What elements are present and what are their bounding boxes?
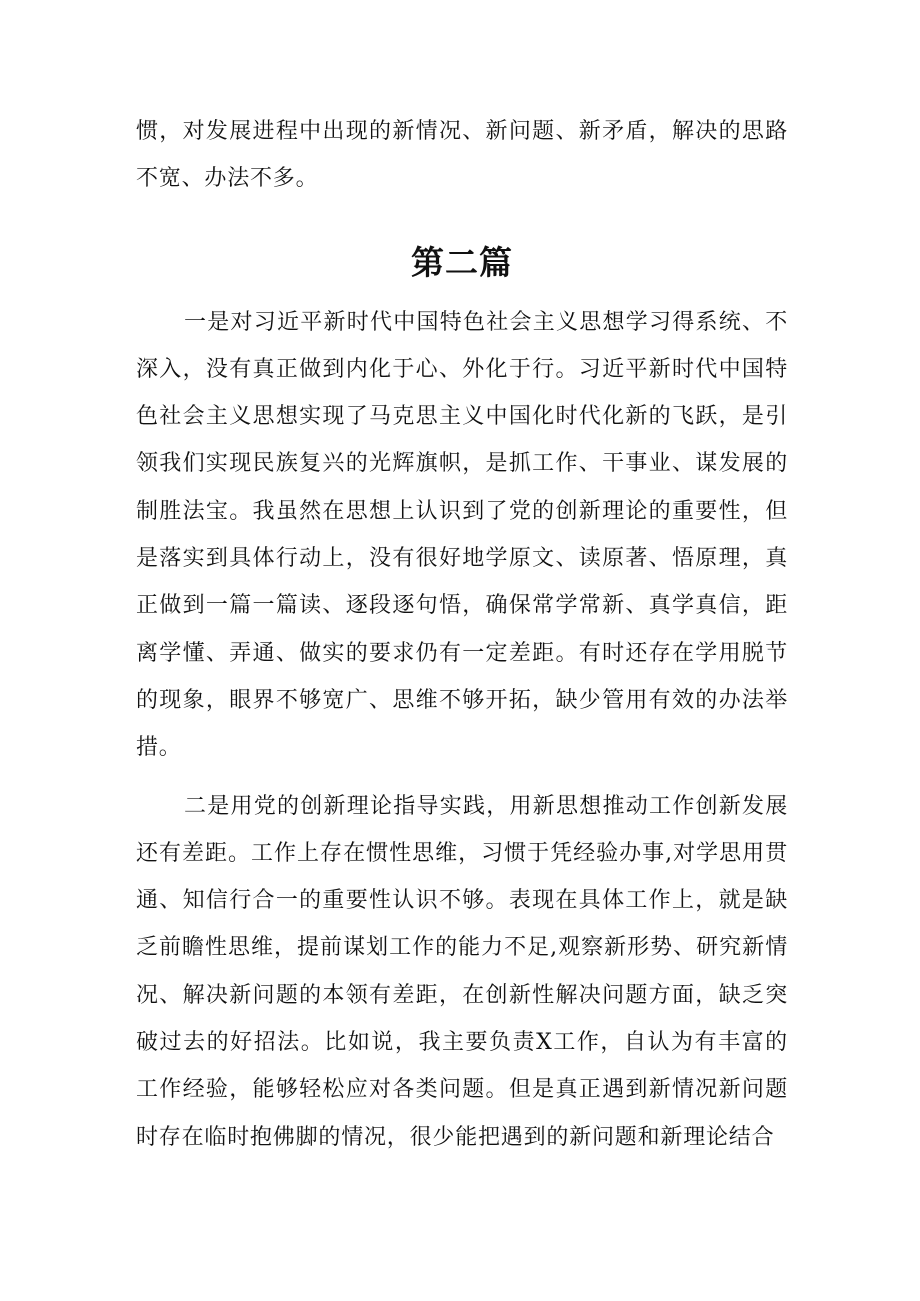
paragraph-2: 二是用党的创新理论指导实践，用新思想推动工作创新发展还有差距。工作上存在惯性思维，习惯于凭经验办事,对学思用贯通、知信行合一的重要性认识不够。表现在具体工作上，就是缺乏前瞻性思维，提前谋划工作的能力不足,观察新形势、研究新情况、解决新问题的本领有差距，在创新性解决问题方面，缺乏突破过去的好招法。比如说，我主要负责X工作，自认为有丰富的工作经验，能够轻松应对各类问题。但是真正遇到新情况新问题时存在临时抱佛脚的情况，很少能把遇到的新问题和新理论结合	[136, 793, 788, 1150]
document-page	[136, 108, 788, 1161]
section-title: 第二篇	[411, 242, 513, 282]
paragraph-1: 一是对习近平新时代中国特色社会主义思想学习得系统、不深入，没有真正做到内化于心、外化于行。习近平新时代中国特色社会主义思想实现了马克思主义中国化时代化新的飞跃，是引领我们实现民族复兴的光辉旗帜，是抓工作、干事业、谋发展的制胜法宝。我虽然在思想上认识到了党的创新理论的重要性，但是落实到具体行动上，没有很好地学原文、读原著、悟原理，真正做到一篇一篇读、逐段逐句悟，确保常学常新、真学真信，距离学懂、弄通、做实的要求仍有一定差距。有时还存在学用脱节的现象，眼界不够宽广、思维不够开拓，缺少管用有效的办法举措。	[136, 309, 788, 761]
continuation-paragraph: 惯，对发展进程中出现的新情况、新问题、新矛盾，解决的思路不宽、办法不多。	[136, 119, 788, 192]
